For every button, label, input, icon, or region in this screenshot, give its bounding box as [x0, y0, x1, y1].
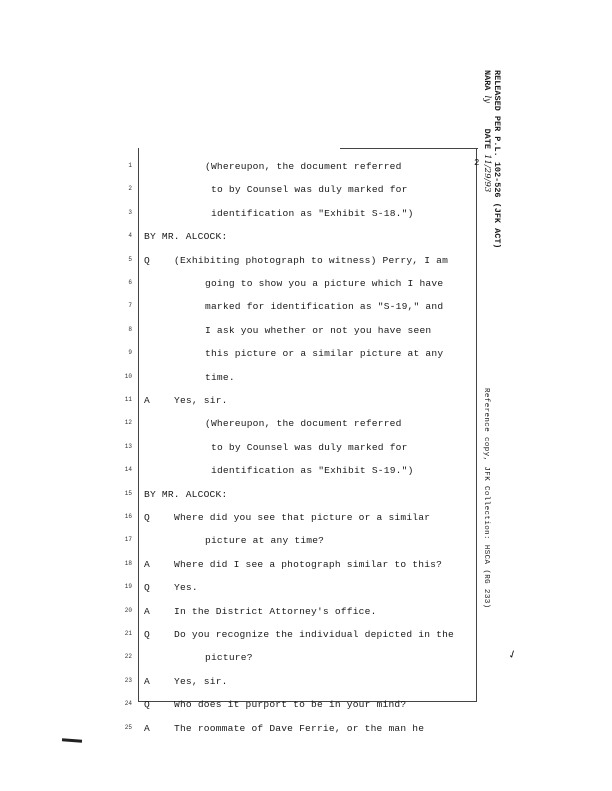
line-number: 20	[124, 606, 132, 614]
speaker-marker: Q	[144, 582, 150, 594]
line-number: 3	[128, 208, 132, 216]
line-number: 21	[124, 630, 132, 637]
speaker-marker: A	[144, 722, 150, 734]
line-text: Where did you see that picture or a similar	[174, 512, 431, 523]
line-text: time.	[205, 371, 235, 383]
line-text: marked for identification as "S-19," and	[205, 301, 444, 313]
line-text: The roommate of Dave Ferrie, or the man he	[174, 722, 425, 734]
speaker-marker: Q	[144, 254, 150, 266]
line-text: In the District Attorney's office.	[174, 605, 377, 617]
transcript-line	[0, 512, 612, 534]
line-text: Yes.	[174, 582, 198, 594]
line-text: to by Counsel was duly marked for	[211, 184, 408, 196]
line-text: picture?	[205, 652, 253, 664]
line-text: Yes, sir.	[174, 675, 228, 687]
transcript-line	[0, 676, 612, 698]
release-stamp-line1: RELEASED PER P.L. 102-526 (JFK ACT)	[492, 70, 502, 249]
speaker-marker: Q	[144, 512, 150, 523]
reference-copy-note: Reference copy, JFK Collection: HSCA (RG 233)	[482, 388, 490, 609]
line-number: 8	[128, 325, 132, 333]
speaker-heading: BY MR. ALCOCK:	[144, 488, 228, 500]
line-text: Who does it purport to be in your mind?	[174, 699, 407, 711]
line-number: 4	[128, 232, 132, 240]
line-number: 17	[124, 536, 132, 544]
line-text: (Exhibiting photograph to witness) Perry, I am	[174, 254, 449, 266]
line-text: to by Counsel was duly marked for	[211, 441, 408, 453]
release-date: 11/29/93	[482, 154, 492, 193]
speaker-marker: A	[144, 558, 150, 570]
transcript-line	[0, 372, 612, 394]
line-number: 5	[128, 255, 132, 263]
line-text: identification as "Exhibit S-18.")	[211, 207, 414, 219]
line-number: 25	[124, 723, 132, 731]
transcript-line	[0, 161, 612, 183]
line-number: 15	[124, 489, 132, 497]
transcript-line	[0, 535, 612, 557]
line-number: 12	[124, 419, 132, 427]
line-number: 10	[124, 372, 132, 380]
line-text: (Whereupon, the document referred	[205, 161, 402, 172]
transcript-line	[0, 255, 612, 277]
transcript-line	[0, 652, 612, 674]
line-text: (Whereupon, the document referred	[205, 418, 402, 430]
transcript-line	[0, 723, 612, 745]
line-number: 19	[124, 583, 132, 591]
line-text: identification as "Exhibit S-19.")	[211, 465, 414, 477]
transcript-line	[0, 348, 612, 370]
transcript-line	[0, 465, 612, 487]
line-number: 11	[124, 396, 132, 403]
line-number: 2	[128, 185, 132, 193]
transcript-line	[0, 301, 612, 323]
line-number: 23	[124, 676, 132, 684]
transcript-line	[0, 184, 612, 206]
nara-initials: ly	[482, 95, 492, 104]
line-number: 18	[124, 559, 132, 567]
frame-top-border	[340, 148, 478, 149]
speaker-heading: BY MR. ALCOCK:	[144, 231, 228, 243]
line-number: 24	[124, 700, 132, 708]
speaker-marker: Q	[144, 629, 150, 640]
line-text: picture at any time?	[205, 535, 325, 547]
line-text: Where did I see a photograph similar to this?	[174, 558, 443, 570]
line-number: 16	[124, 513, 132, 520]
transcript-line	[0, 395, 612, 417]
transcript-line	[0, 278, 612, 300]
line-number: 22	[124, 653, 132, 661]
speaker-marker: A	[144, 395, 150, 406]
date-label: DATE	[482, 128, 492, 149]
line-number: 1	[128, 162, 132, 169]
transcript-line	[0, 231, 612, 253]
nara-label: NARA	[482, 70, 492, 91]
line-text: Do you recognize the individual depicted in the	[174, 629, 454, 640]
line-number: 14	[124, 466, 132, 474]
transcript-line	[0, 699, 612, 721]
speaker-marker: A	[144, 605, 150, 617]
page-number: 2	[474, 158, 480, 168]
transcript-line	[0, 629, 612, 651]
transcript-line	[0, 489, 612, 511]
line-number: 6	[128, 279, 132, 286]
transcript-line	[0, 325, 612, 347]
transcript-line	[0, 582, 612, 604]
line-number: 13	[124, 442, 132, 450]
line-number: 9	[128, 349, 132, 357]
line-text: this picture or a similar picture at any	[205, 348, 444, 360]
line-number: 7	[128, 302, 132, 310]
transcript-line	[0, 559, 612, 581]
line-text: going to show you a picture which I have	[205, 278, 444, 289]
transcript-line	[0, 208, 612, 230]
transcript-line	[0, 442, 612, 464]
check-mark-icon: ✓	[506, 646, 520, 663]
transcript-line	[0, 606, 612, 628]
transcript-line	[0, 418, 612, 440]
line-text: Yes, sir.	[174, 395, 228, 406]
speaker-marker: A	[144, 675, 150, 687]
speaker-marker: Q	[144, 699, 150, 711]
line-text: I ask you whether or not you have seen	[205, 324, 432, 336]
